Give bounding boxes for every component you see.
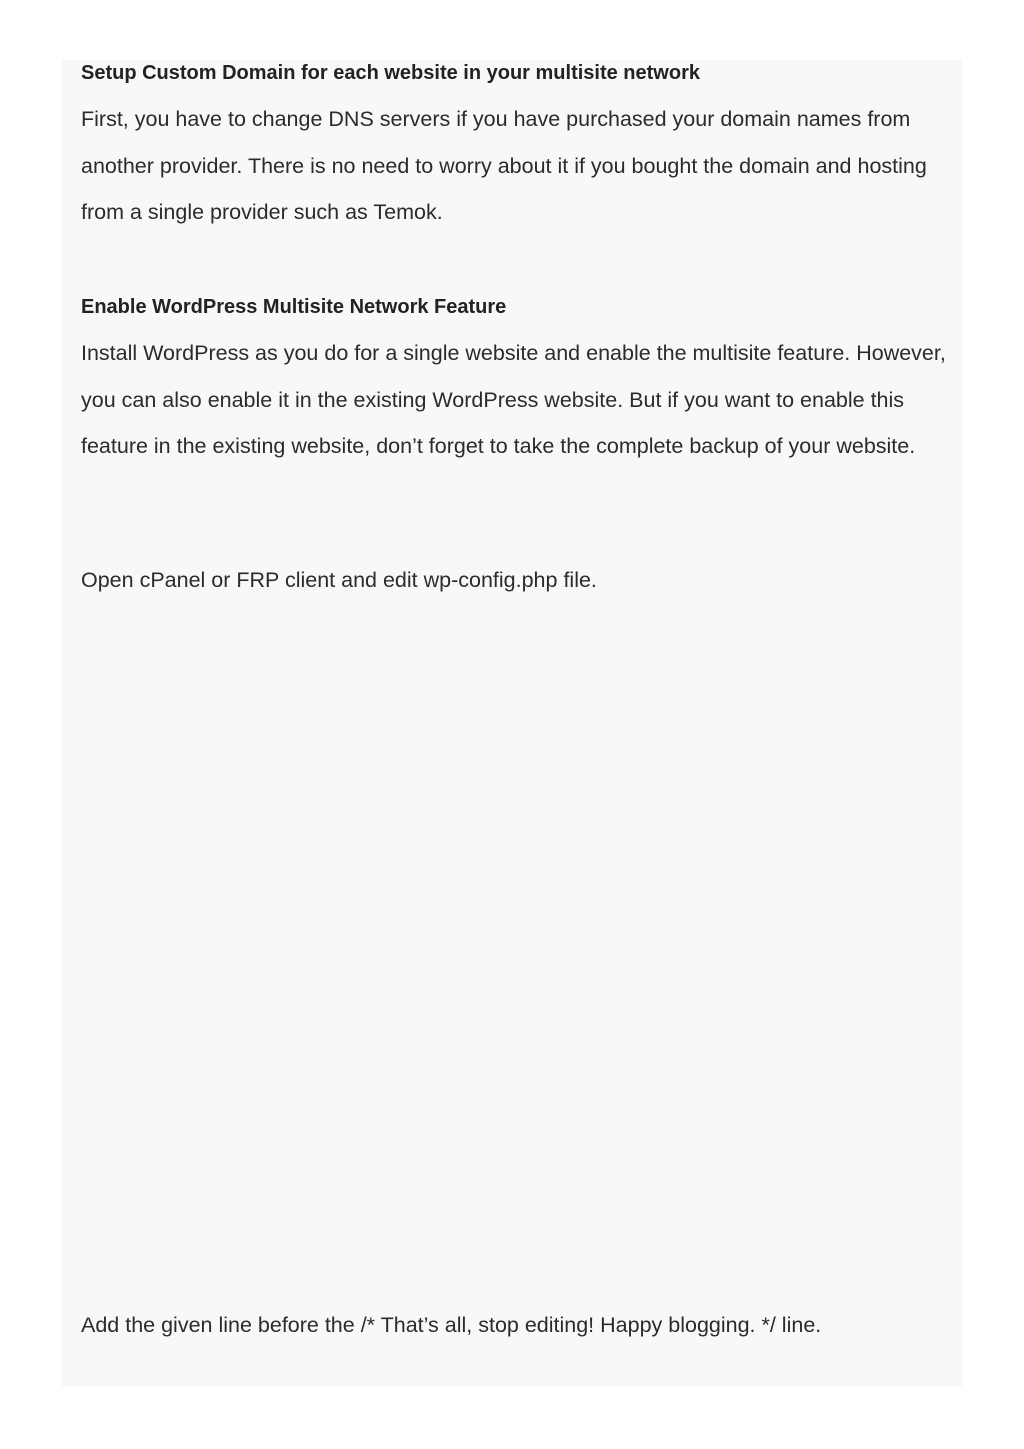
paragraph-install-wordpress: Install WordPress as you do for a single website and enable the multisite feature. However, you can also enable it in the existing WordPress website. But if you want to enable this feature in the existing website, don’t forget to take the complete backup of your website. <box>81 341 946 458</box>
content-panel <box>62 60 962 1387</box>
paragraph-dns-servers: First, you have to change DNS servers if you have purchased your domain names from another provider. There is no need to worry about it if you bought the domain and hosting from a single provider such as Temok. <box>81 107 927 224</box>
paragraph-add-line: Add the given line before the /* That’s all, stop editing! Happy blogging. */ line. <box>81 1313 822 1337</box>
heading-custom-domain: Setup Custom Domain for each website in your multisite network <box>81 62 700 84</box>
heading-enable-multisite: Enable WordPress Multisite Network Feature <box>81 296 507 318</box>
paragraph-open-cpanel: Open cPanel or FRP client and edit wp-config.php file. <box>81 568 597 592</box>
